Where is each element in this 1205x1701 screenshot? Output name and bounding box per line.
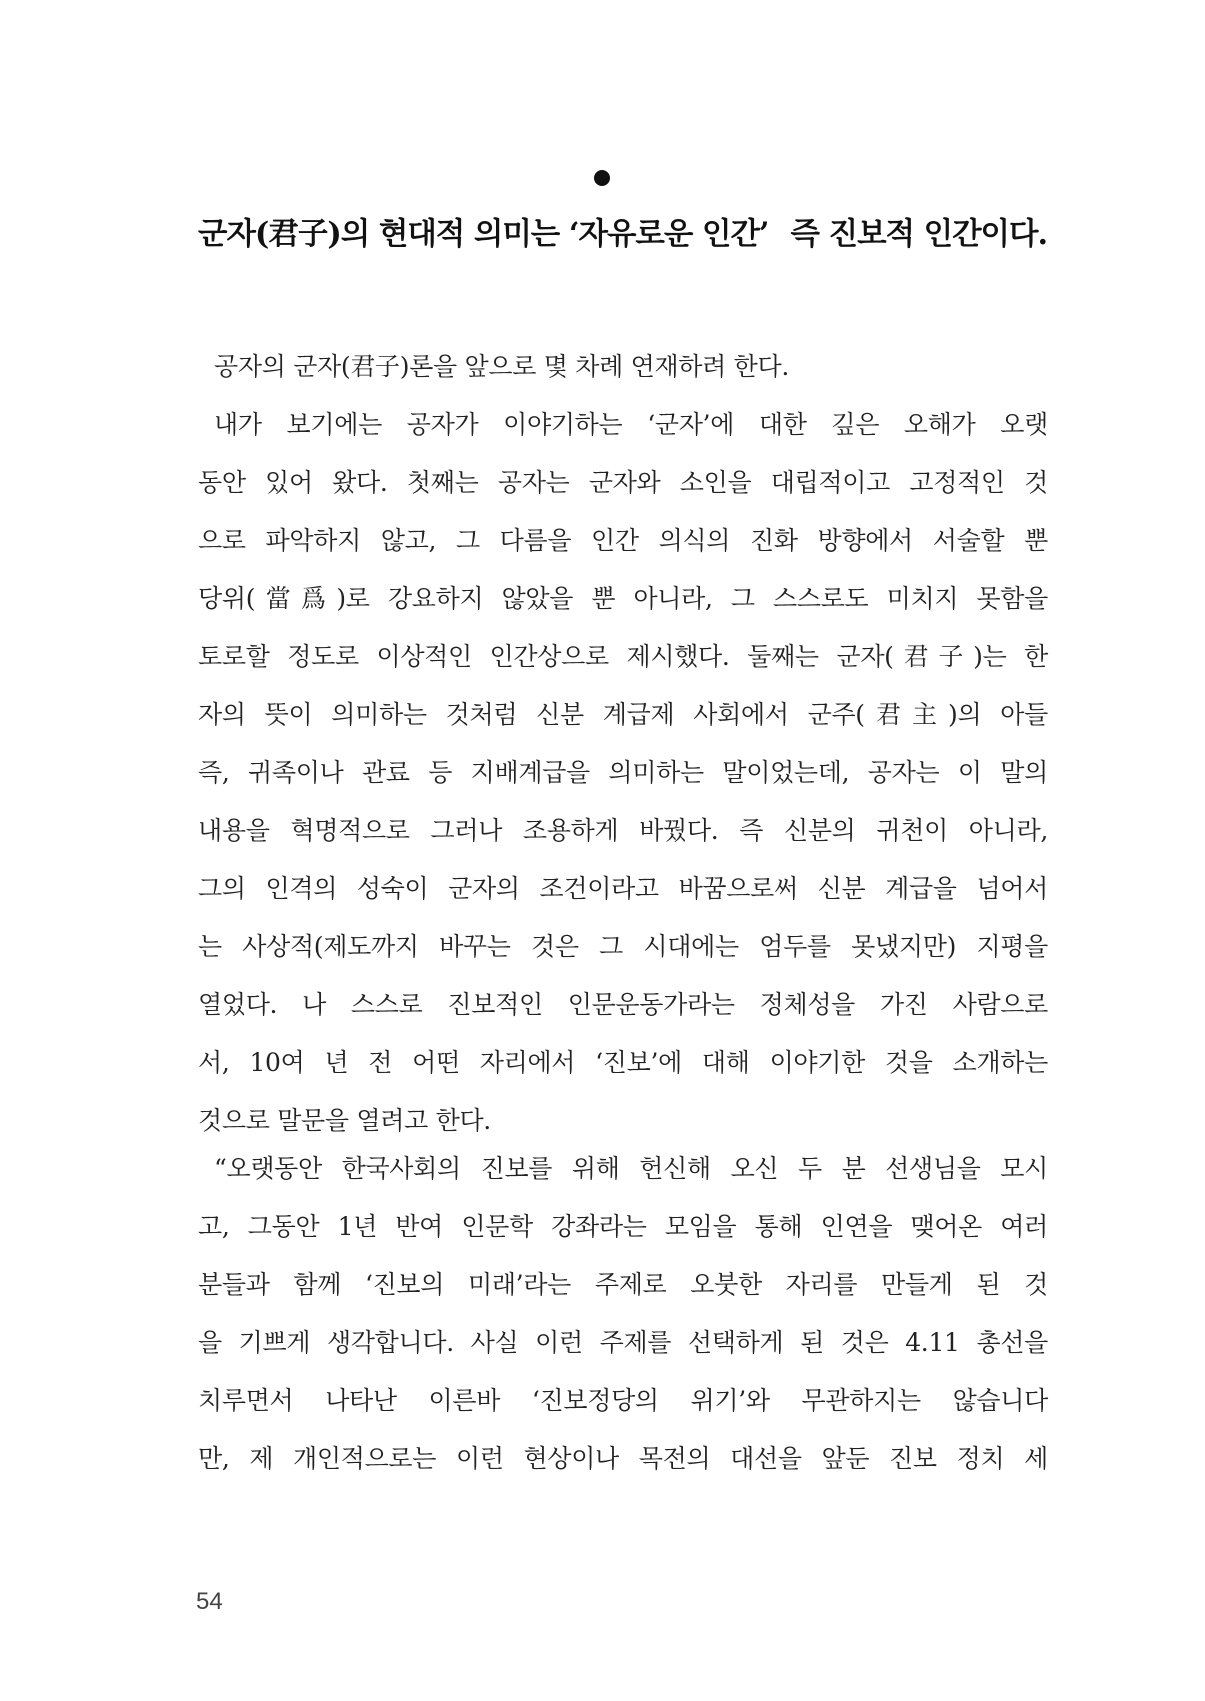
title-part-2: ‘자유로운 인간’ — [568, 216, 769, 252]
paragraph-1 — [198, 338, 1048, 1150]
text-line: 치루면서 나타난 이른바 ‘진보정당의 위기’와 무관하지는 않습니다 — [198, 1386, 1048, 1415]
text-line: 당위(當爲)로 강요하지 않았을 뿐 아니라, 그 스스로도 미치지 못함을 — [198, 584, 1048, 613]
text-line: 을 기쁘게 생각합니다. 사실 이런 주제를 선택하게 된 것은 4.11 총선을 — [198, 1328, 1048, 1357]
text-line: 토로할 정도로 이상적인 인간상으로 제시했다. 둘째는 군자(君子)는 한 — [198, 642, 1048, 671]
text-line: 분들과 함께 ‘진보의 미래’라는 주제로 오붓한 자리를 만들게 된 것 — [198, 1270, 1048, 1299]
text-line: 고, 그동안 1년 반여 인문학 강좌라는 모임을 통해 인연을 맺어온 여러 — [198, 1212, 1048, 1241]
text-line: “오랫동안 한국사회의 진보를 위해 헌신해 오신 두 분 선생님을 모시 — [214, 1154, 1048, 1183]
text-line: 내가 보기에는 공자가 이야기하는 ‘군자’에 대한 깊은 오해가 오랫 — [214, 410, 1048, 439]
text-line: 것으로 말문을 열려고 한다. — [198, 1106, 491, 1135]
text-line: 자의 뜻이 의미하는 것처럼 신분 계급제 사회에서 군주(君主)의 아들 — [198, 700, 1048, 729]
paragraph-2 — [198, 1140, 1048, 1488]
text-line: 만, 제 개인적으로는 이런 현상이나 목전의 대선을 앞둔 진보 정치 세 — [198, 1444, 1048, 1473]
text-line: 동안 있어 왔다. 첫째는 공자는 군자와 소인을 대립적이고 고정적인 것 — [198, 468, 1048, 497]
text-line: 열었다. 나 스스로 진보적인 인문운동가라는 정체성을 가진 사람으로 — [198, 990, 1048, 1019]
text-line: 즉, 귀족이나 관료 등 지배계급을 의미하는 말이었는데, 공자는 이 말의 — [198, 758, 1048, 787]
text-line: 으로 파악하지 않고, 그 다름을 인간 의식의 진화 방향에서 서술할 뿐 — [198, 526, 1048, 555]
text-line: 는 사상적(제도까지 바꾸는 것은 그 시대에는 엄두를 못냈지만) 지평을 — [198, 932, 1048, 961]
section-title — [198, 208, 1048, 260]
title-part-3: 즉 진보적 인간이다. — [790, 216, 1048, 252]
text-line: 그의 인격의 성숙이 군자의 조건이라고 바꿈으로써 신분 계급을 넘어서 — [198, 874, 1048, 903]
text-line: 내용을 혁명적으로 그러나 조용하게 바꿨다. 즉 신분의 귀천이 아니라, — [198, 816, 1048, 845]
title-part-1: 군자(君子)의 현대적 의미는 — [198, 216, 560, 252]
text-line: 공자의 군자(君子)론을 앞으로 몇 차례 연재하려 한다. — [214, 352, 789, 381]
page-number: 54 — [196, 1588, 223, 1615]
text-line: 서, 10여 년 전 어떤 자리에서 ‘진보’에 대해 이야기한 것을 소개하는 — [198, 1048, 1048, 1077]
section-bullet — [594, 170, 610, 186]
